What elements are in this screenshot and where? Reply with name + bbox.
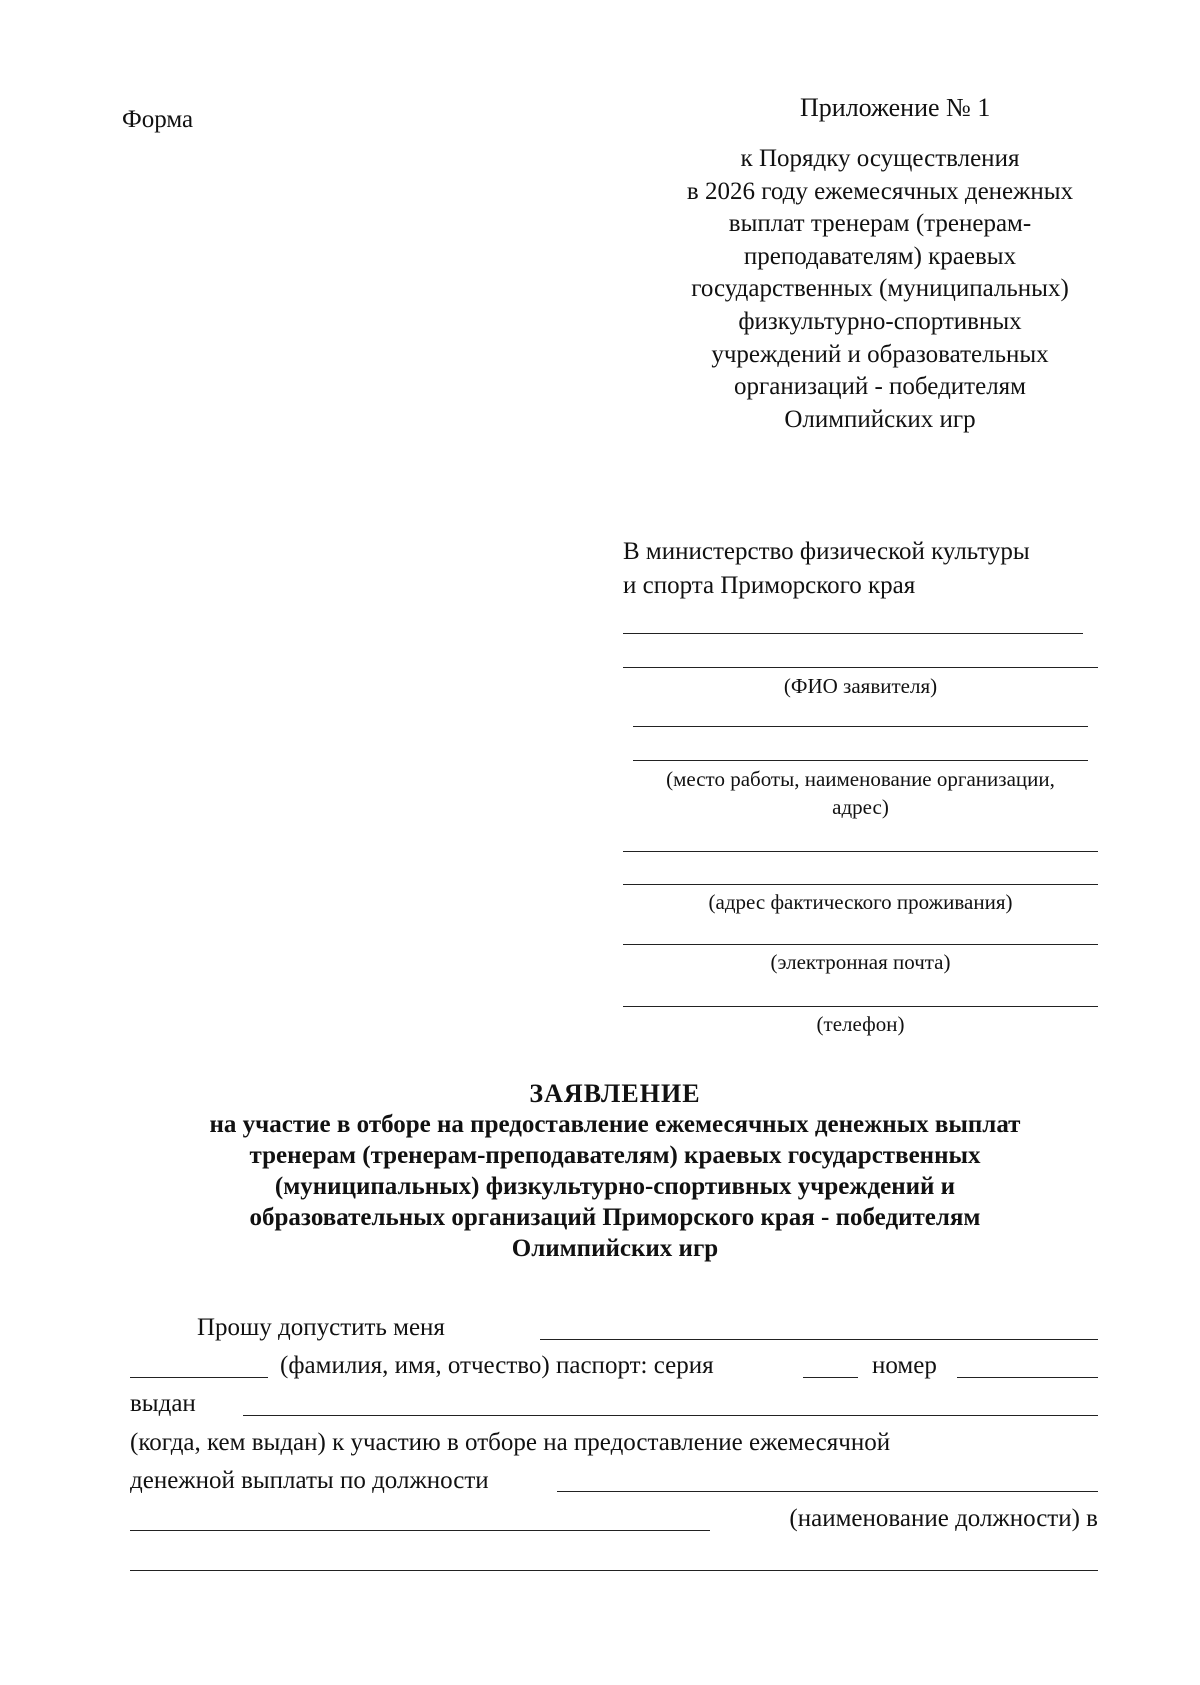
- fill-line[interactable]: [623, 884, 1098, 885]
- fill-line[interactable]: [243, 1415, 1098, 1416]
- fill-line[interactable]: [633, 726, 1088, 727]
- appendix-line: выплат тренерам (тренерам-: [728, 210, 1032, 238]
- caption-fio: (ФИО заявителя): [783, 674, 938, 698]
- caption-address: (адрес фактического проживания): [708, 890, 1013, 914]
- fill-line[interactable]: [633, 760, 1088, 761]
- body-text: денежной выплаты по должности: [130, 1467, 489, 1494]
- appendix-description: [640, 143, 1120, 436]
- appendix-line: Олимпийских игр: [784, 405, 976, 433]
- body-text: (фамилия, имя, отчество) паспорт: серия: [280, 1352, 714, 1379]
- fill-line[interactable]: [130, 1570, 1098, 1571]
- appendix-line: к Порядку осуществления: [740, 145, 1020, 172]
- caption-workplace: адрес): [832, 795, 889, 819]
- fill-line[interactable]: [540, 1339, 1098, 1340]
- passport-series-field[interactable]: [803, 1377, 858, 1378]
- addressee: [623, 535, 1098, 603]
- fill-line[interactable]: [623, 944, 1098, 945]
- body-text: (наименование должности) в: [789, 1505, 1098, 1532]
- appendix-line: учреждений и образовательных: [711, 340, 1049, 368]
- body-text: Прошу допустить меня: [197, 1314, 445, 1341]
- appendix-line: государственных (муниципальных): [691, 275, 1069, 303]
- fill-line[interactable]: [623, 633, 1083, 634]
- caption-phone: (телефон): [816, 1012, 905, 1036]
- statement-subtitle-line: образовательных организаций Приморского края - победителям: [249, 1204, 981, 1231]
- caption-email: (электронная почта): [770, 950, 951, 974]
- statement-title-block: [120, 1078, 1110, 1264]
- caption-workplace: (место работы, наименование организации,: [666, 767, 1055, 791]
- statement-title: ЗАЯВЛЕНИЕ: [529, 1079, 701, 1108]
- body-text: (когда, кем выдан) к участию в отборе на предоставление ежемесячной: [130, 1429, 891, 1456]
- body-text: выдан: [130, 1390, 196, 1417]
- statement-subtitle-line: тренерам (тренерам-преподавателям) краевых государственных: [249, 1142, 981, 1169]
- statement-subtitle-line: Олимпийских игр: [511, 1235, 719, 1262]
- appendix-line: преподавателям) краевых: [743, 242, 1017, 270]
- appendix-line: организаций - победителям: [734, 373, 1026, 401]
- statement-subtitle-line: на участие в отборе на предоставление ежемесячных денежных выплат: [209, 1111, 1021, 1138]
- appendix-line: физкультурно-спортивных: [738, 307, 1022, 335]
- statement-subtitle-line: (муниципальных) физкультурно-спортивных учреждений и: [274, 1173, 956, 1200]
- fill-line[interactable]: [623, 851, 1098, 852]
- addressee-line: и спорта Приморского края: [623, 572, 916, 599]
- fill-line[interactable]: [130, 1377, 268, 1378]
- fill-line[interactable]: [623, 667, 1098, 668]
- appendix-title: Приложение № 1: [800, 93, 991, 122]
- passport-number-field[interactable]: [957, 1377, 1098, 1378]
- appendix-line: в 2026 году ежемесячных денежных: [686, 177, 1074, 205]
- form-label: Форма: [122, 106, 194, 133]
- addressee-line: В министерство физической культуры: [623, 538, 1030, 565]
- body-text: номер: [872, 1352, 937, 1379]
- fill-line[interactable]: [623, 1006, 1098, 1007]
- fill-line[interactable]: [130, 1530, 710, 1531]
- position-field[interactable]: [557, 1491, 1098, 1492]
